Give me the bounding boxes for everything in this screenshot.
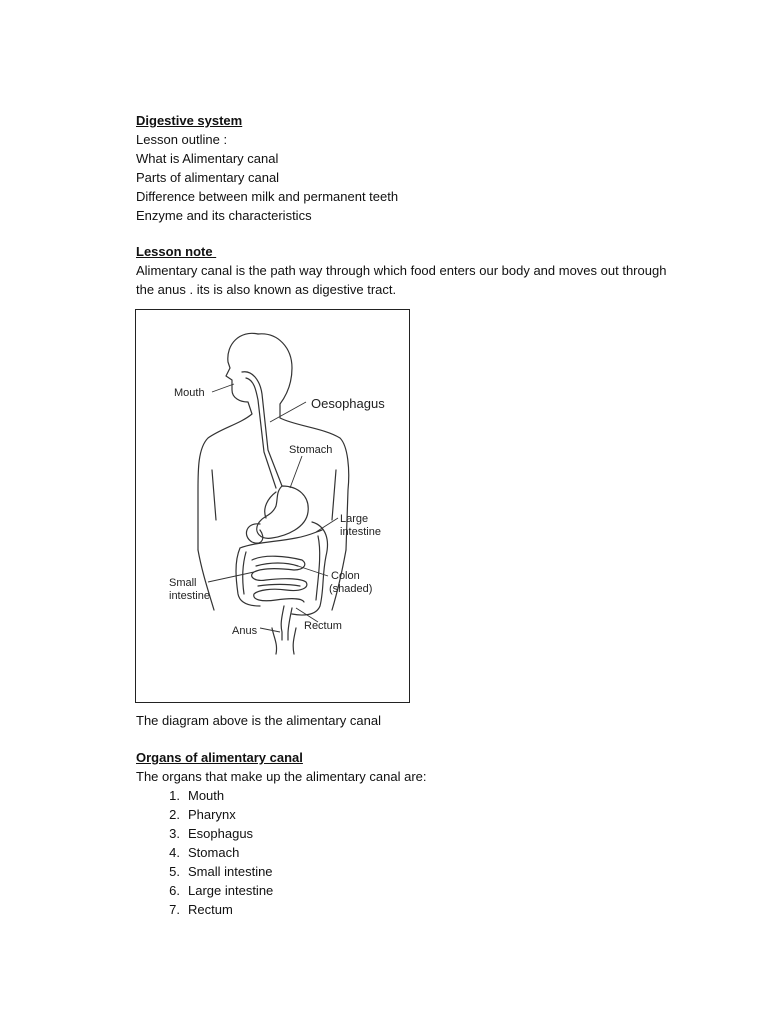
small-intestine-loops [258,585,300,587]
list-number: 7. [169,902,180,917]
legs-outline [293,628,296,654]
diagram-drawing [136,310,411,704]
outline-item: Enzyme and its characteristics [136,208,312,223]
oesophagus-tube [246,378,276,488]
organs-heading: Organs of alimentary canal [136,750,303,765]
organs-intro: The organs that make up the alimentary canal are: [136,769,427,784]
label-mouth: Mouth [174,387,205,399]
page-title: Digestive system [136,113,243,128]
list-text: Mouth [188,788,225,803]
leader-line-anus [260,628,280,632]
duodenum [246,524,262,543]
oesophagus-tube [242,372,282,486]
list-text: Small intestine [188,864,273,879]
list-number: 4. [169,845,180,860]
outline-label: Lesson outline : [136,132,228,147]
label-oesophagus: Oesophagus [311,396,385,411]
list-number: 3. [169,826,180,841]
list-item [136,862,676,881]
arm-outline [332,470,336,520]
lesson-note-section [136,242,676,299]
legs-outline [272,628,277,654]
list-number: 5. [169,864,180,879]
label-stomach: Stomach [289,444,333,456]
list-item [136,786,676,805]
outline-item: Parts of alimentary canal [136,170,280,185]
list-text: Large intestine [188,883,274,898]
label-large-intestine: Large [340,513,369,525]
leader-line-oesophagus [270,402,306,422]
body-outline [258,334,349,550]
label-rectum: Rectum [304,620,342,632]
label-small-intestine: Small [169,577,197,589]
leader-line-small-intestine [208,572,254,582]
rectum-tube [288,608,292,640]
caption-text: The diagram above is the alimentary canal [136,713,381,728]
list-text: Esophagus [188,826,254,841]
list-number: 6. [169,883,180,898]
small-intestine-loops [256,563,298,566]
outline-item: What is Alimentary canal [136,151,279,166]
colon-outline [236,548,260,606]
alimentary-canal-diagram [135,309,410,703]
lesson-note-heading: Lesson note [136,244,217,259]
lesson-note-line: Alimentary canal is the path way through which food enters our body and moves out through [136,263,667,278]
colon-outline [316,536,320,600]
outline-item: Difference between milk and permanent teeth [136,189,399,204]
list-item [136,900,676,919]
rectum-tube [281,606,284,640]
diagram-caption [136,711,676,730]
label-large-intestine: intestine [340,526,381,538]
body-outline [198,333,258,550]
label-colon: Colon [331,570,360,582]
intro-section [136,111,676,225]
colon-outline [243,552,246,594]
stomach-outline [265,492,276,518]
list-text: Rectum [188,902,233,917]
list-item [136,824,676,843]
label-anus: Anus [232,625,258,637]
list-item [136,843,676,862]
list-item [136,805,676,824]
organs-section [136,748,676,919]
list-item [136,881,676,900]
list-number: 2. [169,807,180,822]
colon-outline [292,522,327,615]
list-number: 1. [169,788,180,803]
leader-line-mouth [212,384,234,392]
label-small-intestine: intestine [169,590,210,602]
leader-line-stomach [290,456,302,488]
organs-list [136,786,676,919]
list-text: Pharynx [188,807,236,822]
list-text: Stomach [188,845,240,860]
label-colon: (shaded) [329,583,373,595]
arm-outline [212,470,216,520]
colon-outline [240,530,322,548]
lesson-note-line: the anus . its is also known as digestive tract. [136,282,397,297]
